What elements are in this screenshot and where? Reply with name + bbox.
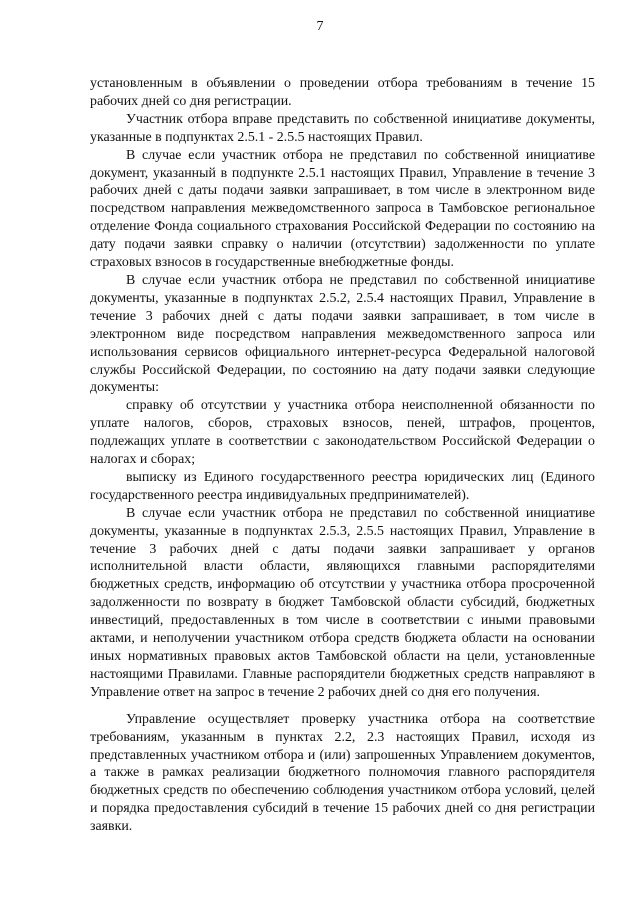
paragraph-participant-verification: Управление осуществляет проверку участника отбора на соответствие требованиям, указанным в пунктах 2.2, 2.3 настоящих Правил, исходя из представленных участником отбора и (или) запрошенных Управлением документов, а также в рамках реализации бюджетного полномочия главного распорядителя бюджетных средств по обеспечению соблюдения участником отбора условий, целей и порядка предоставления субсидий в течение 15 рабочих дней со дня регистрации заявки. bbox=[90, 711, 595, 835]
document-body bbox=[90, 75, 595, 836]
paragraph-budget-debt-request: В случае если участник отбора не представил по собственной инициативе документы, указанные в подпунктах 2.5.3, 2.5.5 настоящих Правил, Управление в течение 3 рабочих дней с даты подачи заявки запрашивает у органов исполнительной власти области, являющихся главными распорядителями бюджетных средств, информацию об отсутствии у участника отбора просроченной задолженности по возврату в бюджет Тамбовской области субсидий, бюджетных инвестиций, предоставленных в том числе в соответствии с иными правовыми актами, и неполучении участником отбора средств бюджета области на основании иных нормативных правовых актов Тамбовской области на цели, установленные настоящими Правилами. Главные распорядители бюджетных средств направляют в Управление ответ на запрос в течение 2 рабочих дней со дня его получения. bbox=[90, 505, 595, 700]
paragraph-continuation: установленным в объявлении о проведении отбора требованиям в течение 15 рабочих дней со дня регистрации. bbox=[90, 76, 595, 109]
paragraph-social-insurance-request: В случае если участник отбора не представил по собственной инициативе документ, указанный в подпункте 2.5.1 настоящих Правил, Управление в течение 3 рабочих дней с даты подачи заявки запрашивает, в том числе в электронном виде посредством направления межведомственного запроса в Тамбовское региональное отделение Фонда социального страхования Российской Федерации по состоянию на дату подачи заявки справку о наличии (отсутствии) задолженности по уплате страховых взносов в государственные внебюджетные фонды. bbox=[90, 147, 595, 271]
paragraph-voluntary-documents: Участник отбора вправе представить по собственной инициативе документы, указанные в подпунктах 2.5.1 - 2.5.5 настоящих Правил. bbox=[90, 111, 595, 145]
page-number: 7 bbox=[316, 19, 324, 34]
paragraph-tax-certificate-item: справку об отсутствии у участника отбора неисполненной обязанности по уплате налогов, сборов, страховых взносов, пеней, штрафов, процентов, подлежащих уплате в соответствии с законодательством Российской Федерации о налогах и сборах; bbox=[90, 398, 595, 468]
paragraph-registry-extract-item: выписку из Единого государственного реестра юридических лиц (Единого государственного реестра индивидуальных предпринимателей). bbox=[90, 469, 595, 503]
paragraph-tax-service-request: В случае если участник отбора не представил по собственной инициативе документы, указанные в подпунктах 2.5.2, 2.5.4 настоящих Правил, Управление в течение 3 рабочих дней с даты подачи заявки запрашивает, в том числе в электронном виде посредством направления межведомственного запроса или использования сервисов официального интернет-ресурса Федеральной налоговой службы Российской Федерации, по состоянию на дату подачи заявки следующие документы: bbox=[90, 272, 595, 396]
